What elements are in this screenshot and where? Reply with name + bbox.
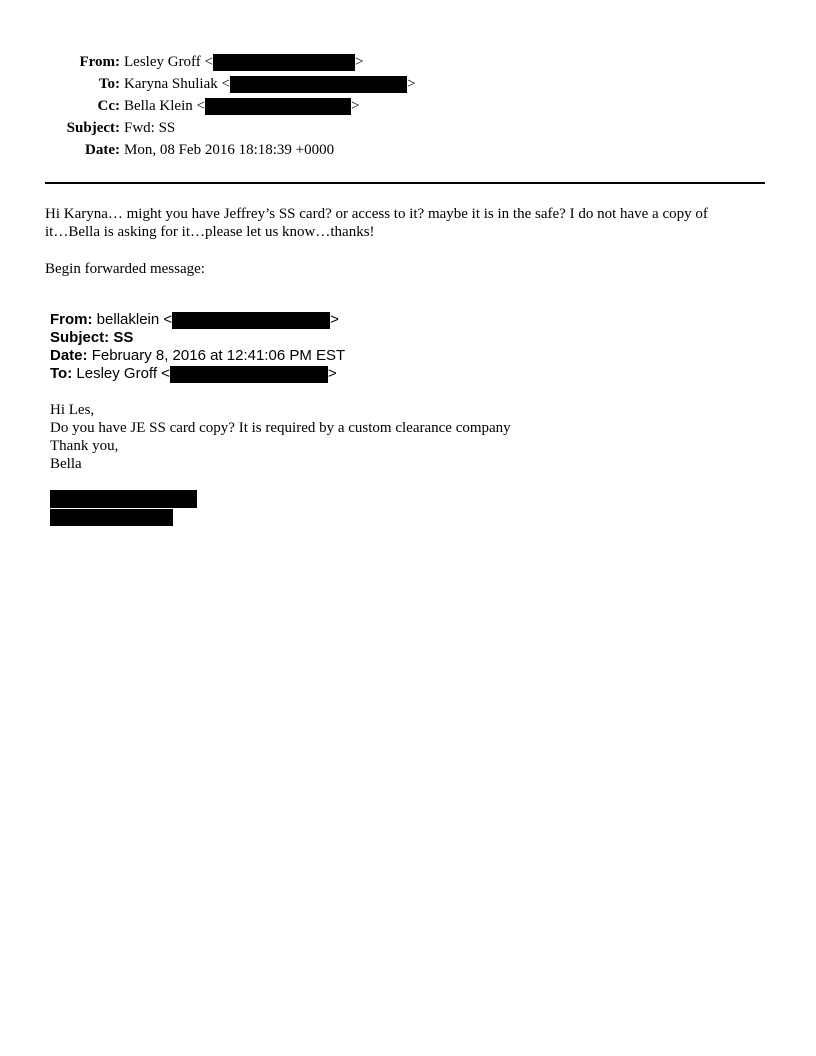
body-line-2: it…Bella is asking for it…please let us know…thanks! (45, 224, 375, 240)
from-value: Lesley Groff < (124, 54, 213, 70)
fwd-line-2: Thank you, (50, 438, 119, 454)
fwd-date-label: Date: (50, 347, 88, 364)
fwd-date-value: February 8, 2016 at 12:41:06 PM EST (91, 347, 346, 364)
header-divider (45, 182, 765, 184)
redacted-signature-line-2 (50, 509, 173, 526)
fwd-to-row (50, 365, 337, 383)
fwd-subject-label: Subject: (50, 329, 110, 346)
message-body (45, 205, 785, 241)
header-cc-row (0, 95, 816, 117)
redacted-email (170, 366, 328, 383)
fwd-line-1: Do you have JE SS card copy? It is required by a custom clearance company (50, 420, 511, 436)
close-bracket: > (330, 311, 339, 328)
fwd-from-value: bellaklein < (96, 311, 173, 328)
close-bracket: > (327, 365, 337, 382)
fwd-subject-value: SS (113, 329, 134, 346)
redacted-email (230, 76, 407, 93)
redacted-signature-line-1 (50, 490, 197, 508)
to-label: To: (98, 76, 120, 92)
fwd-signature: Bella (50, 456, 82, 472)
fwd-to-value: Lesley Groff < (76, 365, 170, 382)
cc-label: Cc: (97, 98, 120, 114)
fwd-from-label: From: (50, 311, 93, 328)
forward-intro: Begin forwarded message: (45, 261, 205, 277)
header-to-row (0, 73, 816, 95)
close-bracket: > (406, 76, 416, 92)
subject-label: Subject: (66, 120, 120, 136)
header-subject-row (0, 117, 816, 139)
fwd-greeting: Hi Les, (50, 402, 95, 418)
redacted-email (205, 98, 351, 115)
fwd-from-row (50, 311, 339, 329)
from-label: From: (79, 54, 120, 70)
fwd-to-label: To: (50, 365, 73, 382)
body-line-1: Hi Karyna… might you have Jeffrey’s SS card? or access to it? maybe it is in the safe? I do not have a copy of (45, 206, 708, 222)
date-value: Mon, 08 Feb 2016 18:18:39 +0000 (124, 142, 335, 158)
close-bracket: > (355, 54, 364, 70)
header-from-row (0, 51, 816, 73)
date-label: Date: (85, 142, 120, 158)
subject-value: Fwd: SS (124, 120, 176, 136)
redacted-email (213, 54, 355, 71)
redacted-email (172, 312, 330, 329)
fwd-subject-row (50, 329, 133, 347)
to-value: Karyna Shuliak < (124, 76, 230, 92)
close-bracket: > (350, 98, 360, 114)
header-date-row (0, 139, 816, 161)
cc-value: Bella Klein < (124, 98, 205, 114)
fwd-date-row (50, 347, 345, 365)
